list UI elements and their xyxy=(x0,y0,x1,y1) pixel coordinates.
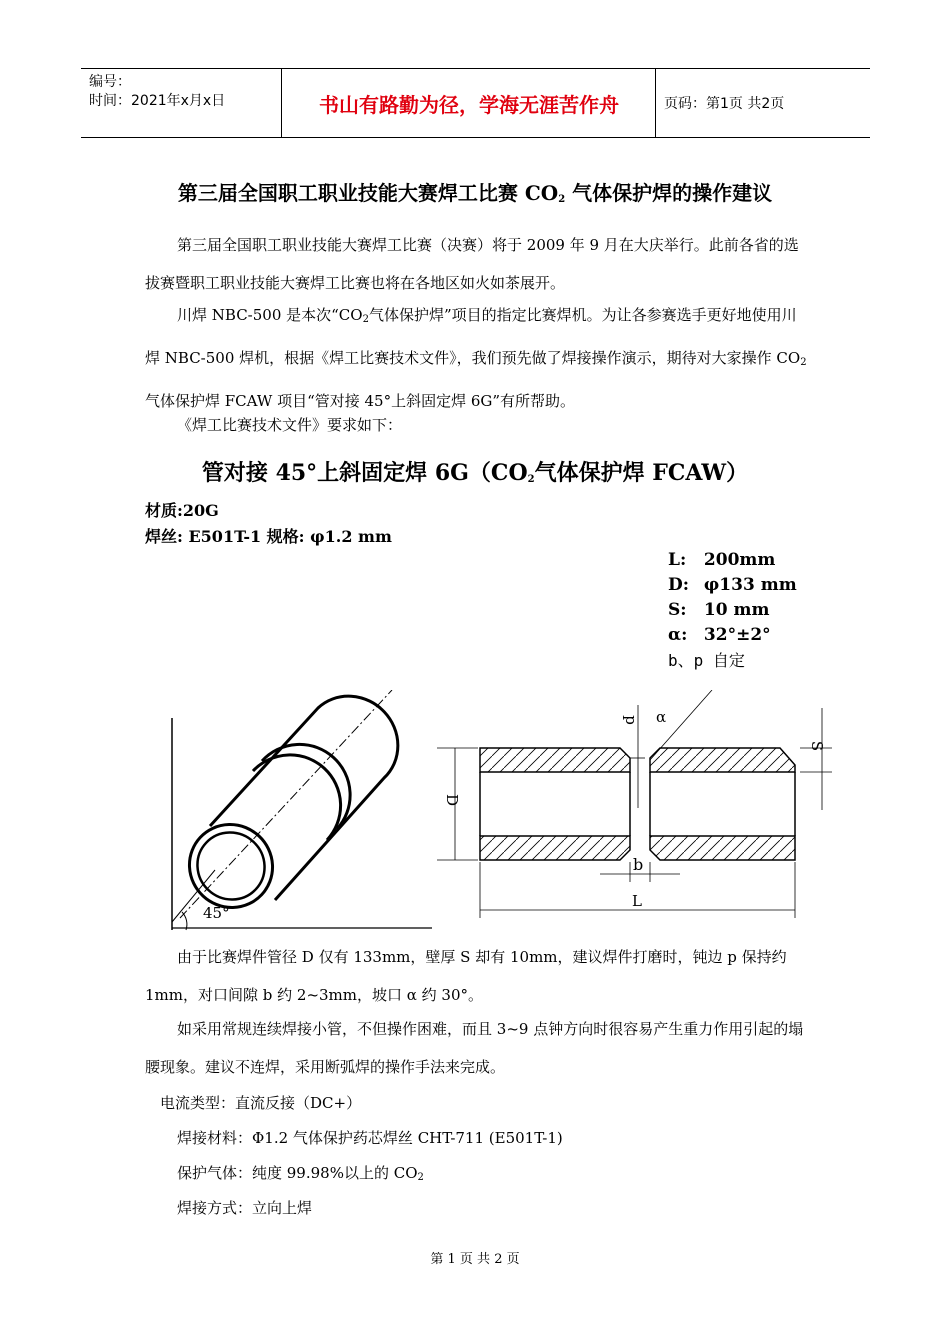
page-footer: 第 1 页 共 2 页 xyxy=(430,1252,520,1267)
dim-label-D: D xyxy=(443,793,461,807)
param-key: D: xyxy=(668,575,690,595)
subscript: 2 xyxy=(417,1172,424,1183)
pipe-section-drawing xyxy=(480,748,795,860)
param-row-bp: b、p 自定 xyxy=(668,651,745,670)
welding-method-line: 焊接方式：立向上焊 xyxy=(177,1199,313,1217)
shielding-gas-line xyxy=(177,1162,424,1183)
doc-title-subscript: 2 xyxy=(558,194,566,205)
paragraph-text: 川焊 NBC-500 是本次“CO xyxy=(177,306,363,324)
subscript: 2 xyxy=(362,314,369,325)
current-type-line: 电流类型：直流反接（DC+） xyxy=(160,1094,362,1112)
section-title xyxy=(0,456,950,487)
param-key: L: xyxy=(668,550,687,570)
paragraph-technique: 如采用常规连续焊接小管，不但操作困难，而且 3~9 点钟方向时很容易产生重力作用引起的塌腰现象。建议不连焊，采用断弧焊的操作手法来完成。 xyxy=(145,1020,804,1076)
param-value: 32°±2° xyxy=(703,625,771,645)
pipe-isometric-drawing xyxy=(172,690,432,930)
welding-material-line: 焊接材料：Φ1.2 气体保护药芯焊丝 CHT-711 (E501T-1) xyxy=(177,1129,563,1147)
dim-label-alpha: α xyxy=(656,708,667,726)
material-spec: 材质:20G xyxy=(145,501,219,520)
section-title-subscript: 2 xyxy=(527,474,535,485)
angle-label: 45° xyxy=(203,904,230,922)
dim-label-L: L xyxy=(632,892,642,910)
dim-label-p: p xyxy=(622,715,640,725)
param-key: S: xyxy=(668,600,687,620)
param-row xyxy=(668,573,797,598)
param-row xyxy=(668,598,797,623)
header-divider xyxy=(655,69,656,137)
param-key: α: xyxy=(668,625,688,645)
doc-title-text-2: 气体保护焊的操作建议 xyxy=(565,181,773,205)
param-row xyxy=(668,548,797,573)
paragraph-machine xyxy=(145,296,810,420)
page-header xyxy=(81,68,870,138)
paragraph-text: 气体保护焊”项目的指定比赛焊机。为让各参赛选手更好地使用川焊 NBC-500 焊机，根据《焊工比赛技术文件》，我们预先做了焊接操作演示，期待对大家操作 CO xyxy=(145,306,801,367)
doc-title xyxy=(0,177,950,206)
doc-number-label: 编号： xyxy=(89,74,131,90)
doc-time-label: 时间：2021年x月x日 xyxy=(89,93,226,109)
header-page-label: 页码：第1页 共2页 xyxy=(664,96,785,112)
param-row xyxy=(668,623,797,648)
wire-spec: 焊丝: E501T-1 规格: φ1.2 mm xyxy=(145,527,392,546)
paragraph-intro: 第三届全国职工职业技能大赛焊工比赛（决赛）将于 2009 年 9 月在大庆举行。此前各省的选拔赛暨职工职业技能大赛焊工比赛也将在各地区如火如茶展开。 xyxy=(145,236,799,292)
param-value: 10 mm xyxy=(703,600,770,620)
shielding-gas-text: 保护气体：纯度 99.98%以上的 CO xyxy=(177,1164,418,1182)
dim-label-b: b xyxy=(633,855,644,874)
section-title-text-2: 气体保护焊 FCAW） xyxy=(534,460,749,486)
header-divider xyxy=(281,69,282,137)
header-motto: 书山有路勤为径，学海无涯苦作舟 xyxy=(319,92,619,117)
header-meta xyxy=(89,73,225,111)
dim-label-S: S xyxy=(808,740,826,752)
paragraph-suggestion: 由于比赛焊件管径 D 仅有 133mm，壁厚 S 却有 10mm，建议焊件打磨时，钝边 p 保持约 1mm，对口间隙 b 约 2~3mm，坡口 α 约 30°。 xyxy=(145,948,787,1004)
doc-title-text: 第三届全国职工职业技能大赛焊工比赛 CO xyxy=(177,181,559,205)
param-list xyxy=(668,548,797,673)
subscript: 2 xyxy=(800,357,807,368)
paragraph-requirements: 《焊工比赛技术文件》要求如下： xyxy=(177,416,403,434)
param-value: φ133 mm xyxy=(703,575,797,595)
paragraph-text: 气体保护焊 FCAW 项目“管对接 45°上斜固定焊 6G”有所帮助。 xyxy=(145,392,576,410)
section-title-text: 管对接 45°上斜固定焊 6G（CO xyxy=(201,460,528,486)
param-value: 200mm xyxy=(703,550,776,570)
pipe-joint-figure xyxy=(160,690,840,935)
